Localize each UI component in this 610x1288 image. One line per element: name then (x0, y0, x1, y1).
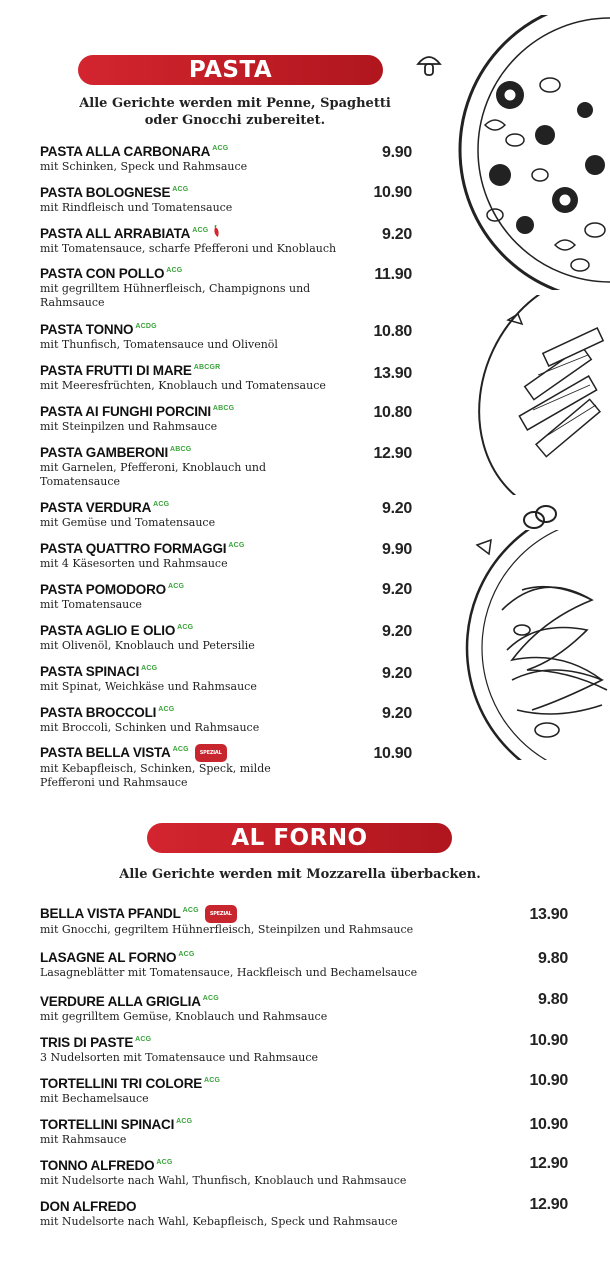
item-price: 10.90 (529, 1072, 568, 1089)
menu-item (40, 538, 245, 571)
item-description: mit Broccoli, Schinken und Rahmsauce (40, 721, 260, 734)
menu-item (40, 263, 310, 310)
item-name: BELLA VISTA PFANDL (40, 906, 181, 921)
item-description: mit Thunfisch, Tomatensauce und Olivenöl (40, 338, 278, 351)
allergen-codes: ACG (228, 542, 245, 549)
pasta-section-subtitle: Alle Gerichte werden mit Penne, Spaghetti oder Gnocchi zubereitet. (79, 96, 391, 128)
item-price: 10.90 (373, 184, 412, 201)
item-description: mit Nudelsorte nach Wahl, Kebapfleisch, Speck und Rahmsauce (40, 1215, 398, 1228)
item-name: VERDURE ALLA GRIGLIA (40, 994, 201, 1009)
allergen-codes: ABCG (170, 446, 192, 453)
menu-item (40, 141, 247, 174)
item-name: TONNO ALFREDO (40, 1158, 155, 1173)
allergen-codes: ABCGR (193, 364, 221, 371)
menu-item (40, 442, 266, 489)
menu-item (40, 947, 417, 980)
item-price: 9.20 (382, 623, 412, 640)
special-badge: SPEZIAL (195, 744, 227, 762)
item-name: PASTA POMODORO (40, 582, 166, 597)
item-price: 12.90 (529, 1196, 568, 1213)
item-description: 3 Nudelsorten mit Tomatensauce und Rahmsauce (40, 1051, 319, 1064)
item-name: PASTA AI FUNGHI PORCINI (40, 404, 211, 419)
mushroom-illustration (416, 52, 442, 78)
item-price: 9.80 (538, 950, 568, 967)
menu-item (40, 742, 271, 790)
menu-item (40, 1032, 318, 1065)
item-description: mit Bechamelsauce (40, 1092, 149, 1105)
menu-item (40, 620, 255, 653)
item-name: TORTELLINI SPINACI (40, 1117, 175, 1132)
menu-item (40, 903, 413, 937)
item-name: PASTA BOLOGNESE (40, 185, 171, 200)
menu-item (40, 1196, 398, 1229)
menu-item (40, 223, 336, 256)
item-name: TRIS DI PASTE (40, 1035, 134, 1050)
item-price: 9.20 (382, 705, 412, 722)
allergen-codes: ACDG (135, 323, 157, 330)
item-name: PASTA BROCCOLI (40, 705, 157, 720)
menu-item (40, 1114, 192, 1147)
menu-item (40, 1073, 220, 1106)
item-price: 11.90 (374, 266, 412, 283)
menu-item (40, 319, 278, 352)
item-description: mit Meeresfrüchten, Knoblauch und Tomatensauce (40, 379, 326, 392)
item-price: 9.20 (382, 665, 412, 682)
item-description: mit Schinken, Speck und Rahmsauce (40, 160, 248, 173)
allergen-codes: ACG (172, 746, 189, 753)
item-description: mit Spinat, Weichkäse und Rahmsauce (40, 680, 257, 693)
item-name: PASTA QUATTRO FORMAGGI (40, 541, 227, 556)
pasta-section-banner (78, 55, 383, 85)
item-description: mit Tomatensauce (40, 598, 142, 611)
item-price: 9.90 (382, 144, 412, 161)
item-description-cont: Tomatensauce (40, 475, 121, 488)
item-price: 10.80 (373, 404, 412, 421)
item-price: 9.90 (382, 541, 412, 558)
allergen-codes: ACG (153, 501, 170, 508)
pizza-illustration (455, 15, 610, 290)
item-price: 12.90 (373, 445, 412, 462)
item-name: PASTA FRUTTI DI MARE (40, 363, 192, 378)
item-name: PASTA GAMBERONI (40, 445, 168, 460)
forno-section-subtitle: Alle Gerichte werden mit Mozzarella überbacken. (119, 867, 481, 882)
menu-item (40, 661, 257, 694)
item-name: PASTA ALLA CARBONARA (40, 144, 211, 159)
forno-section-title: AL FORNO (231, 825, 368, 851)
menu-item (40, 1155, 406, 1188)
allergen-codes: ACG (141, 665, 158, 672)
item-name: PASTA VERDURA (40, 500, 152, 515)
forno-section-banner (147, 823, 452, 853)
allergen-codes: ACG (178, 951, 195, 958)
spaghetti-plate-illustration (462, 530, 610, 760)
allergen-codes: ACG (158, 706, 175, 713)
item-price: 13.90 (529, 906, 568, 923)
item-price: 9.80 (538, 991, 568, 1008)
item-name: PASTA TONNO (40, 322, 134, 337)
menu-item (40, 579, 184, 612)
item-name: PASTA SPINACI (40, 664, 140, 679)
menu-item (40, 182, 232, 215)
allergen-codes: ACG (177, 624, 194, 631)
allergen-codes: ACG (202, 995, 219, 1002)
item-name: TORTELLINI TRI COLORE (40, 1076, 203, 1091)
item-description: mit gegrilltem Gemüse, Knoblauch und Rahmsauce (40, 1010, 328, 1023)
item-description: mit Rahmsauce (40, 1133, 127, 1146)
penne-plate-illustration (478, 295, 610, 495)
allergen-codes: ACG (182, 907, 199, 914)
allergen-codes: ABCG (212, 405, 235, 412)
item-name: PASTA ALL ARRABIATA (40, 226, 191, 241)
item-price: 12.90 (529, 1155, 568, 1172)
allergen-codes: ACG (212, 145, 229, 152)
item-description: mit 4 Käsesorten und Rahmsauce (40, 557, 228, 570)
item-description-cont: Rahmsauce (40, 296, 105, 309)
item-description: mit Nudelsorte nach Wahl, Thunfisch, Knoblauch und Rahmsauce (40, 1174, 407, 1187)
chili-icon (211, 225, 220, 241)
pasta-section-title: PASTA (188, 57, 273, 83)
item-description: mit Rindfleisch und Tomatensauce (40, 201, 233, 214)
menu-item (40, 401, 234, 434)
item-name: PASTA BELLA VISTA (40, 745, 171, 760)
item-price: 10.90 (529, 1032, 568, 1049)
item-name: PASTA CON POLLO (40, 266, 165, 281)
allergen-codes: ACG (176, 1118, 193, 1125)
item-description: Lasagneblätter mit Tomatensauce, Hackfleisch und Bechamelsauce (40, 966, 418, 979)
menu-item (40, 991, 327, 1024)
allergen-codes: ACG (204, 1077, 221, 1084)
item-price: 10.80 (373, 323, 412, 340)
item-description: mit Tomatensauce, scharfe Pfefferoni und Knoblauch (40, 242, 337, 255)
allergen-codes: ACG (135, 1036, 152, 1043)
allergen-codes: ACG (167, 583, 185, 590)
special-badge: SPEZIAL (205, 905, 237, 923)
item-name: LASAGNE AL FORNO (40, 950, 177, 965)
item-price: 10.90 (373, 745, 412, 762)
item-price: 13.90 (373, 365, 412, 382)
item-description: mit Olivenöl, Knoblauch und Petersilie (40, 639, 255, 652)
item-description: mit gegrilltem Hühnerfleisch, Champignons und (40, 282, 311, 295)
item-description: mit Steinpilzen und Rahmsauce (40, 420, 218, 433)
allergen-codes: ACG (156, 1159, 173, 1166)
allergen-codes: ACG (166, 267, 183, 274)
allergen-codes: ACG (192, 227, 209, 234)
allergen-codes: ACG (172, 186, 189, 193)
item-price: 9.20 (382, 226, 412, 243)
menu-item (40, 360, 326, 393)
menu-item (40, 497, 215, 530)
item-name: PASTA AGLIO E OLIO (40, 623, 176, 638)
item-name: DON ALFREDO (40, 1199, 137, 1214)
item-price: 9.20 (382, 581, 412, 598)
item-description: mit Garnelen, Pfefferoni, Knoblauch und (40, 461, 267, 474)
item-description: mit Gemüse und Tomatensauce (40, 516, 216, 529)
item-description-cont: Pfefferoni und Rahmsauce (40, 776, 188, 789)
item-price: 10.90 (529, 1116, 568, 1133)
item-price: 9.20 (382, 500, 412, 517)
item-description: mit Gnocchi, gegriltem Hühnerfleisch, Steinpilzen und Rahmsauce (40, 923, 414, 936)
menu-item (40, 702, 259, 735)
item-description: mit Kebapfleisch, Schinken, Speck, milde (40, 762, 271, 775)
